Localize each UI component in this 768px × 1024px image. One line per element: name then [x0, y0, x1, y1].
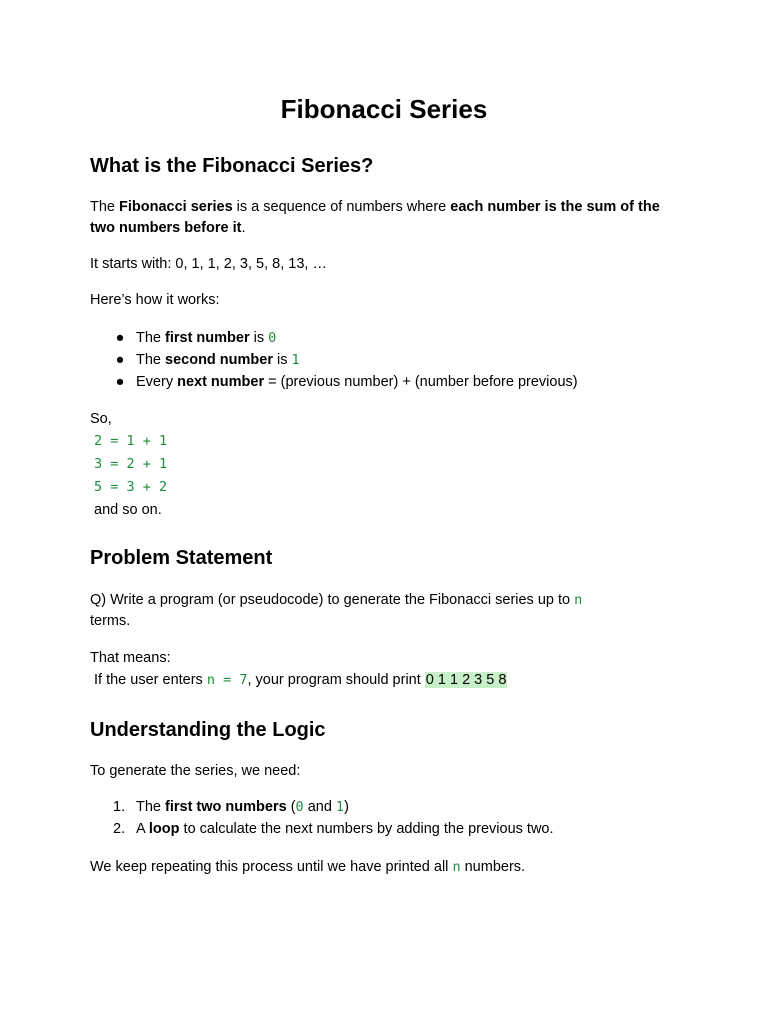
- bullet-icon: ●: [115, 352, 125, 368]
- section-heading-what-is: What is the Fibonacci Series?: [90, 155, 374, 177]
- intro-text-2: is a sequence of numbers where: [232, 199, 451, 215]
- problem-line-1: Q) Write a program (or pseudocode) to generate the Fibonacci series up to n: [90, 592, 583, 608]
- closing-text: We keep repeating this process until we have printed all n numbers.: [90, 859, 526, 875]
- bullet-text: The second number is 1: [136, 352, 300, 368]
- equation-line: 3 = 2 + 1: [94, 456, 168, 472]
- example-line: If the user enters n = 7, your program should print 0 1 1 2 3 5 8: [94, 672, 507, 688]
- equation-line: 5 = 3 + 2: [94, 479, 168, 495]
- intro-bold-definition: each number is the sum of the two numbers before it: [90, 199, 660, 236]
- problem-line-2: terms.: [90, 613, 131, 629]
- item-text: A loop to calculate the next numbers by adding the previous two.: [136, 821, 554, 837]
- logic-intro-text: To generate the series, we need:: [90, 763, 301, 779]
- section-heading-logic: Understanding the Logic: [90, 719, 326, 741]
- so-text: So,: [90, 411, 112, 427]
- bullet-icon: ●: [115, 330, 125, 346]
- section-heading-problem: Problem Statement: [90, 547, 273, 569]
- equation-line: 2 = 1 + 1: [94, 433, 168, 449]
- and-so-on-text: and so on.: [94, 502, 162, 518]
- intro-bold-fibonacci: Fibonacci series: [119, 199, 233, 215]
- item-number: 2.: [113, 821, 126, 837]
- starts-with-text: It starts with: 0, 1, 1, 2, 3, 5, 8, 13, …: [90, 256, 327, 272]
- bullet-icon: ●: [115, 374, 125, 390]
- how-it-works-text: Here’s how it works:: [90, 292, 220, 308]
- item-number: 1.: [113, 799, 126, 815]
- highlighted-output: 0 1 1 2 3 5 8: [425, 672, 507, 688]
- intro-paragraph: [90, 197, 670, 239]
- code-n: n: [574, 592, 583, 608]
- that-means-text: That means:: [90, 650, 171, 666]
- bullet-text: Every next number = (previous number) + (number before previous): [136, 374, 578, 390]
- code-n: n: [452, 859, 461, 875]
- item-text: The first two numbers (0 and 1): [136, 799, 349, 815]
- intro-text-3: .: [241, 220, 246, 236]
- document-title: Fibonacci Series: [280, 94, 488, 124]
- code-n-equals-7: n = 7: [206, 672, 248, 688]
- intro-text-1: The: [90, 199, 120, 215]
- bullet-text: The first number is 0: [136, 330, 277, 346]
